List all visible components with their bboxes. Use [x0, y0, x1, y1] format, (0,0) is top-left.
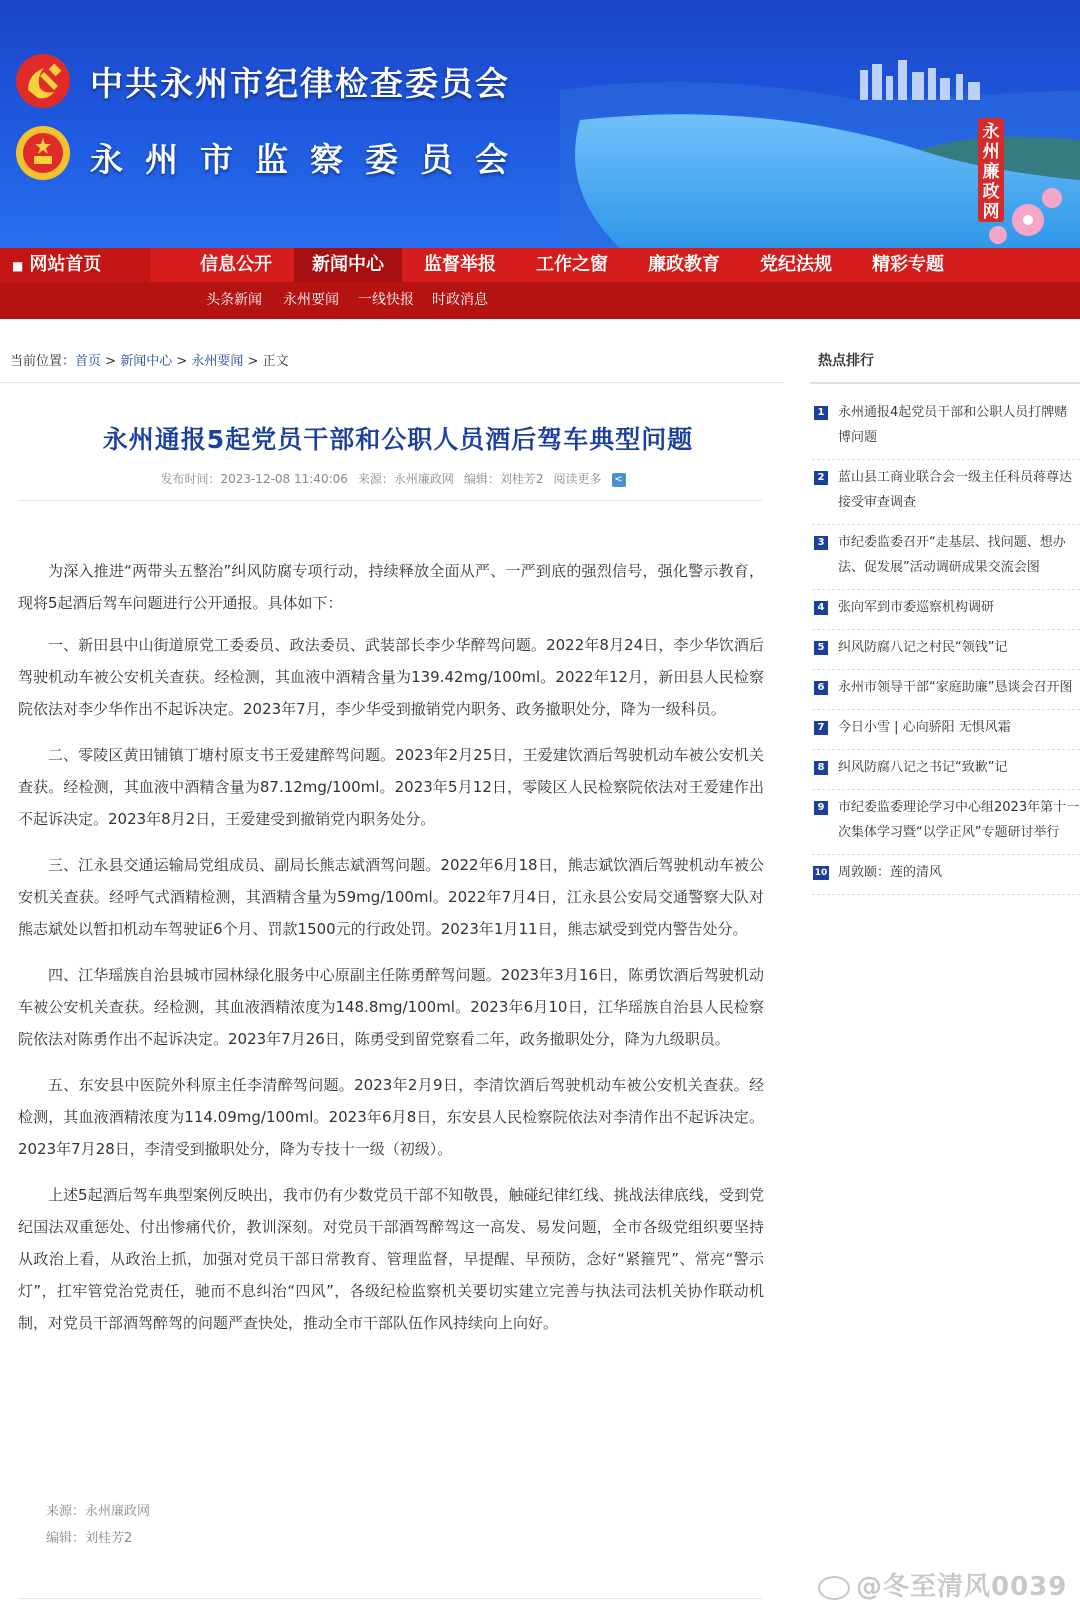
subnav-politics[interactable]: 时政消息	[432, 292, 488, 308]
article-meta	[18, 470, 778, 487]
breadcrumb-current: 正文	[262, 354, 289, 369]
nav-home[interactable]: ■ 网站首页	[0, 248, 150, 282]
nav-item-work[interactable]: 工作之窗	[536, 254, 608, 275]
main-nav	[0, 248, 1080, 282]
weibo-icon	[818, 1576, 850, 1600]
hot-list-item[interactable]: 9 市纪委监委理论学习中心组2023年第十一次集体学习暨“以学正风”专题研讨举行	[812, 790, 1080, 855]
divider	[18, 1598, 762, 1599]
rank-badge: 4	[814, 601, 828, 615]
hot-list-item[interactable]: 10 周敦颐：莲的清风	[812, 855, 1080, 895]
hot-list	[812, 395, 1080, 895]
nav-item-topics[interactable]: 精彩专题	[872, 254, 944, 275]
nav-item-education[interactable]: 廉政教育	[648, 254, 720, 275]
nav-item-report[interactable]: 监督举报	[424, 254, 496, 275]
article-paragraph: 四、江华瑶族自治县城市园林绿化服务中心原副主任陈勇醉驾问题。2023年3月16日，陈勇饮酒后驾驶机动车被公安机关查获。经检测，其血液酒精浓度为148.8mg/100ml。2023年6月10日，江华瑶族自治县人民检察院依法对陈勇作出不起诉决定。2023年7月26日，陈勇受到留党察看二年，政务撤职处分，降为九级职员。	[18, 966, 764, 1048]
divider	[810, 382, 1080, 384]
subnav-local-news[interactable]: 永州要闻	[283, 292, 339, 308]
rank-badge: 8	[814, 761, 828, 775]
nav-item-regulations[interactable]: 党纪法规	[760, 254, 832, 275]
banner-title-main: 中共永州市纪律检查委员会	[90, 64, 510, 103]
article-source: 来源：永州廉政网	[357, 472, 454, 486]
subnav-headline[interactable]: 头条新闻	[206, 292, 262, 308]
article-paragraph: 上述5起酒后驾车典型案例反映出，我市仍有少数党员干部不知敬畏，触碰纪律红线、挑战法律底线，受到党纪国法双重惩处、付出惨痛代价，教训深刻。对党员干部酒驾醉驾这一高发、易发问题，全市各级党组织要坚持从政治上看，从政治上抓，加强对党员干部日常教育、管理监督，早提醒、早预防，念好“紧箍咒”、常亮“警示灯”，扛牢管党治党责任，驰而不息纠治“四风”，各级纪检监察机关要切实建立完善与执法司法机关协作联动机制，对党员干部酒驾醉驾的问题严查快处，推动全市干部队伍作风持续向上向好。	[18, 1186, 764, 1332]
hot-list-item[interactable]: 4 张向军到市委巡察机构调研	[812, 590, 1080, 630]
sidebar-title: 热点排行	[818, 353, 874, 369]
rank-badge: 2	[814, 471, 828, 485]
divider	[0, 382, 784, 383]
rank-badge: 9	[814, 801, 828, 815]
article-paragraph: 为深入推进“两带头五整治”纠风防腐专项行动，持续释放全面从严、一严到底的强烈信号，强化警示教育，现将5起酒后驾车问题进行公开通报。具体如下：	[18, 562, 764, 612]
article-body	[18, 555, 764, 1353]
article-title: 永州通报5起党员干部和公职人员酒后驾车典型问题	[102, 425, 694, 454]
weibo-watermark: @冬至清风0039	[818, 1566, 1067, 1603]
rank-badge: 10	[814, 868, 828, 878]
rank-badge: 1	[814, 406, 828, 420]
divider	[18, 500, 762, 501]
site-banner	[0, 0, 1080, 248]
nav-item-news[interactable]: 新闻中心	[294, 248, 402, 282]
subnav-flash[interactable]: 一线快报	[358, 292, 414, 308]
article-paragraph: 三、江永县交通运输局党组成员、副局长熊志斌酒驾问题。2022年6月18日，熊志斌饮酒后驾驶机动车被公安机关查获。经呼气式酒精检测，其酒精含量为59mg/100ml。2022年7月4日，江永县公安局交通警察大队对熊志斌处以暂扣机动车驾驶证6个月、罚款1500元的行政处罚。2023年1月11日，熊志斌受到党内警告处分。	[18, 856, 764, 938]
national-emblem-icon	[14, 124, 72, 182]
home-icon: ■	[12, 259, 24, 273]
rank-badge: 3	[814, 536, 828, 550]
banner-title-sub: 永州市监察委员会	[90, 140, 530, 179]
article-paragraph: 一、新田县中山街道原党工委委员、政法委员、武装部长李少华醉驾问题。2022年8月24日，李少华饮酒后驾驶机动车被公安机关查获。经检测，其血液中酒精含量为139.42mg/100ml。2022年12月，新田县人民检察院依法对李少华作出不起诉决定。2023年7月，李少华受到撤销党内职务、政务撤职处分，降为一级科员。	[18, 636, 764, 718]
sub-nav	[0, 282, 1080, 319]
nav-item-info[interactable]: 信息公开	[200, 254, 272, 275]
breadcrumb-news-center[interactable]: 新闻中心	[120, 354, 173, 369]
breadcrumb-local-news[interactable]: 永州要闻	[191, 354, 244, 369]
article-editor: 编辑：刘桂芳2	[463, 472, 544, 486]
publish-time: 发布时间：2023-12-08 11:40:06	[160, 472, 348, 486]
party-emblem-icon	[14, 52, 72, 110]
rank-badge: 7	[814, 721, 828, 735]
rank-badge: 6	[814, 681, 828, 695]
hot-list-item[interactable]: 1 永州通报4起党员干部和公职人员打牌赌博问题	[812, 395, 1080, 460]
banner-seal: 永州廉政网	[978, 118, 1004, 222]
breadcrumb-home[interactable]: 首页	[75, 354, 102, 369]
share-icon[interactable]: <	[612, 473, 626, 487]
hot-list-item[interactable]: 7 今日小雪 | 心向骄阳 无惧风霜	[812, 710, 1080, 750]
article-paragraph: 五、东安县中医院外科原主任李清醉驾问题。2023年2月9日，李清饮酒后驾驶机动车被公安机关查获。经检测，其血液酒精浓度为114.09mg/100ml。2023年6月8日，东安县人民检察院依法对李清作出不起诉决定。2023年7月28日，李清受到撤职处分，降为专技十一级（初级）。	[18, 1076, 764, 1158]
breadcrumb: 当前位置：首页 > 新闻中心 > 永州要闻 > 正文	[10, 354, 289, 369]
footer-editor: 编辑：刘桂芳2	[46, 1531, 133, 1546]
footer-source: 来源：永州廉政网	[46, 1504, 151, 1519]
hot-list-item[interactable]: 2 蓝山县工商业联合会一级主任科员蒋尊达接受审查调查	[812, 460, 1080, 525]
hot-list-item[interactable]: 6 永州市领导干部“家庭助廉”恳谈会召开图	[812, 670, 1080, 710]
rank-badge: 5	[814, 641, 828, 655]
hot-list-item[interactable]: 5 纠风防腐八记之村民“领钱”记	[812, 630, 1080, 670]
hot-list-item[interactable]: 8 纠风防腐八记之书记“致歉”记	[812, 750, 1080, 790]
hot-list-item[interactable]: 3 市纪委监委召开“走基层、找问题、想办法、促发展”活动调研成果交流会图	[812, 525, 1080, 590]
read-more-link[interactable]: 阅读更多	[553, 472, 602, 486]
article-paragraph: 二、零陵区黄田铺镇丁塘村原支书王爱建醉驾问题。2023年2月25日，王爱建饮酒后驾驶机动车被公安机关查获。经检测，其血液中酒精含量为87.12mg/100ml。2023年5月12日，零陵区人民检察院依法对王爱建作出不起诉决定。2023年8月2日，王爱建受到撤销党内职务处分。	[18, 746, 764, 828]
